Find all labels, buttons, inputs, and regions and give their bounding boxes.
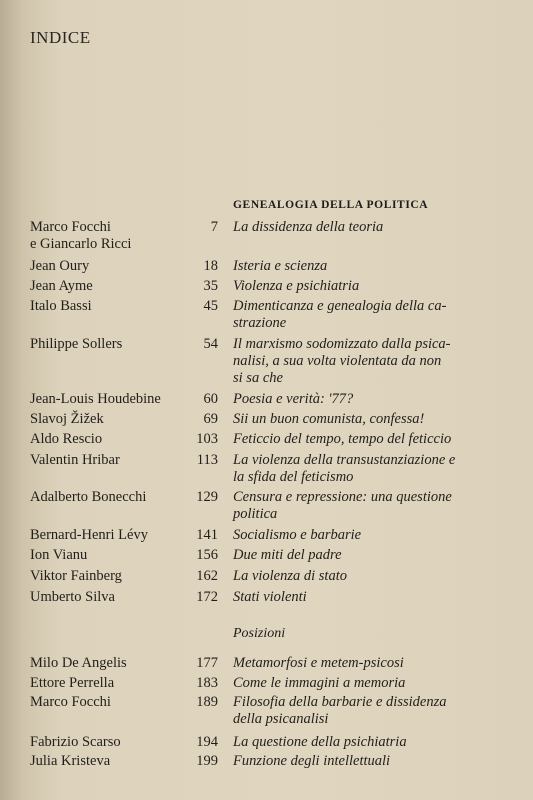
entry-author — [30, 547, 190, 564]
entry-author — [30, 452, 190, 469]
author-line: Ion Vianu — [30, 547, 88, 563]
title-line: La dissidenza della teoria — [233, 219, 384, 235]
title-line: Due miti del padre — [233, 547, 342, 563]
title-line: si sa che — [233, 370, 283, 386]
entry-title — [233, 258, 501, 275]
entry-page-number: 141 — [196, 527, 218, 543]
entry-title — [233, 431, 501, 448]
title-line: nalisi, a sua volta violentata da non — [233, 353, 442, 369]
entry-author — [30, 753, 190, 770]
author-line: Fabrizio Scarso — [30, 734, 121, 750]
title-line: Censura e repressione: una questione — [233, 489, 452, 505]
entry-page-number: 35 — [203, 278, 218, 294]
title-line: Violenza e psichiatria — [233, 278, 360, 294]
title-line: Sii un buon comunista, confessa! — [233, 411, 425, 427]
title-line: Il marxismo sodomizzato dalla psica- — [233, 336, 451, 352]
entry-title — [233, 655, 501, 672]
entry-author — [30, 219, 190, 253]
entry-page-number: 172 — [196, 589, 218, 605]
entry-page-number: 54 — [203, 336, 218, 352]
entry-page-number: 113 — [196, 452, 218, 468]
entry-author — [30, 411, 190, 428]
entry-author — [30, 527, 190, 544]
author-line: Aldo Rescio — [30, 431, 103, 447]
entry-title — [233, 547, 501, 564]
title-line: La questione della psichiatria — [233, 734, 407, 750]
entry-title — [233, 694, 501, 728]
section-title-posizioni: Posizioni — [233, 626, 286, 641]
entry-page-number: 7 — [210, 219, 218, 235]
entry-page-number: 177 — [196, 655, 218, 671]
entry-author — [30, 655, 190, 672]
entry-author — [30, 675, 190, 692]
entry-page-number: 129 — [196, 489, 218, 505]
entry-page-number: 45 — [203, 298, 218, 314]
entry-author — [30, 489, 190, 506]
author-line: Jean Oury — [30, 258, 90, 274]
entry-title — [233, 219, 501, 236]
entry-title — [233, 278, 501, 295]
entry-title — [233, 589, 501, 606]
entry-page-number: 103 — [196, 431, 218, 447]
author-line: Slavoj Žižek — [30, 411, 104, 427]
author-line: Adalberto Bonecchi — [30, 489, 147, 505]
entry-page-number: 60 — [203, 391, 218, 407]
page-heading: INDICE — [30, 28, 91, 47]
title-line: Stati violenti — [233, 589, 307, 605]
title-line: Come le immagini a memoria — [233, 675, 406, 691]
entry-page-number: 194 — [196, 734, 218, 750]
entry-page-number: 189 — [196, 694, 218, 710]
author-line: Marco Focchi — [30, 219, 111, 235]
entry-author — [30, 734, 190, 751]
author-line: Jean Ayme — [30, 278, 93, 294]
entry-title — [233, 391, 501, 408]
entry-title — [233, 527, 501, 544]
author-line: Italo Bassi — [30, 298, 92, 314]
entry-page-number: 18 — [203, 258, 218, 274]
entry-page-number: 199 — [196, 753, 218, 769]
entry-title — [233, 568, 501, 585]
author-line: Milo De Angelis — [30, 655, 127, 671]
entry-title — [233, 753, 501, 770]
entry-author — [30, 589, 190, 606]
entry-author — [30, 278, 190, 295]
entry-author — [30, 431, 190, 448]
title-line: Poesia e verità: '77? — [233, 391, 354, 407]
title-line: politica — [233, 506, 278, 522]
title-line: La violenza di stato — [233, 568, 347, 584]
entry-page-number: 156 — [196, 547, 218, 563]
title-line: La violenza della transustanziazione e — [233, 452, 456, 468]
author-line: Marco Focchi — [30, 694, 111, 710]
title-line: Dimenticanza e genealogia della ca- — [233, 298, 447, 314]
entry-author — [30, 568, 190, 585]
entry-title — [233, 675, 501, 692]
author-line: Bernard-Henri Lévy — [30, 527, 148, 543]
entry-title — [233, 452, 501, 486]
author-line: Ettore Perrella — [30, 675, 115, 691]
entry-title — [233, 298, 501, 332]
title-line: della psicanalisi — [233, 711, 329, 727]
entry-author — [30, 694, 190, 711]
entry-author — [30, 298, 190, 315]
title-line: Metamorfosi e metem-psicosi — [233, 655, 404, 671]
entry-page-number: 69 — [203, 411, 218, 427]
title-line: Funzione degli intellettuali — [233, 753, 391, 769]
entry-page-number: 183 — [196, 675, 218, 691]
author-line: Julia Kristeva — [30, 753, 111, 769]
author-line: e Giancarlo Ricci — [30, 236, 132, 252]
title-line: la sfida del feticismo — [233, 469, 354, 485]
title-line: Feticcio del tempo, tempo del feticcio — [233, 431, 452, 447]
author-line: Jean-Louis Houdebine — [30, 391, 161, 407]
author-line: Umberto Silva — [30, 589, 115, 605]
author-line: Valentin Hribar — [30, 452, 120, 468]
entry-author — [30, 391, 190, 408]
entry-title — [233, 411, 501, 428]
author-line: Philippe Sollers — [30, 336, 123, 352]
entry-page-number: 162 — [196, 568, 218, 584]
entry-title — [233, 489, 501, 523]
title-line: Isteria e scienza — [233, 258, 328, 274]
entry-author — [30, 258, 190, 275]
title-line: strazione — [233, 315, 287, 331]
entry-author — [30, 336, 190, 353]
title-line: Filosofia della barbarie e dissidenza — [233, 694, 447, 710]
author-line: Viktor Fainberg — [30, 568, 122, 584]
title-line: Socialismo e barbarie — [233, 527, 362, 543]
entry-title — [233, 734, 501, 751]
section-title-genealogia: GENEALOGIA DELLA POLITICA — [233, 199, 429, 211]
entry-title — [233, 336, 501, 387]
